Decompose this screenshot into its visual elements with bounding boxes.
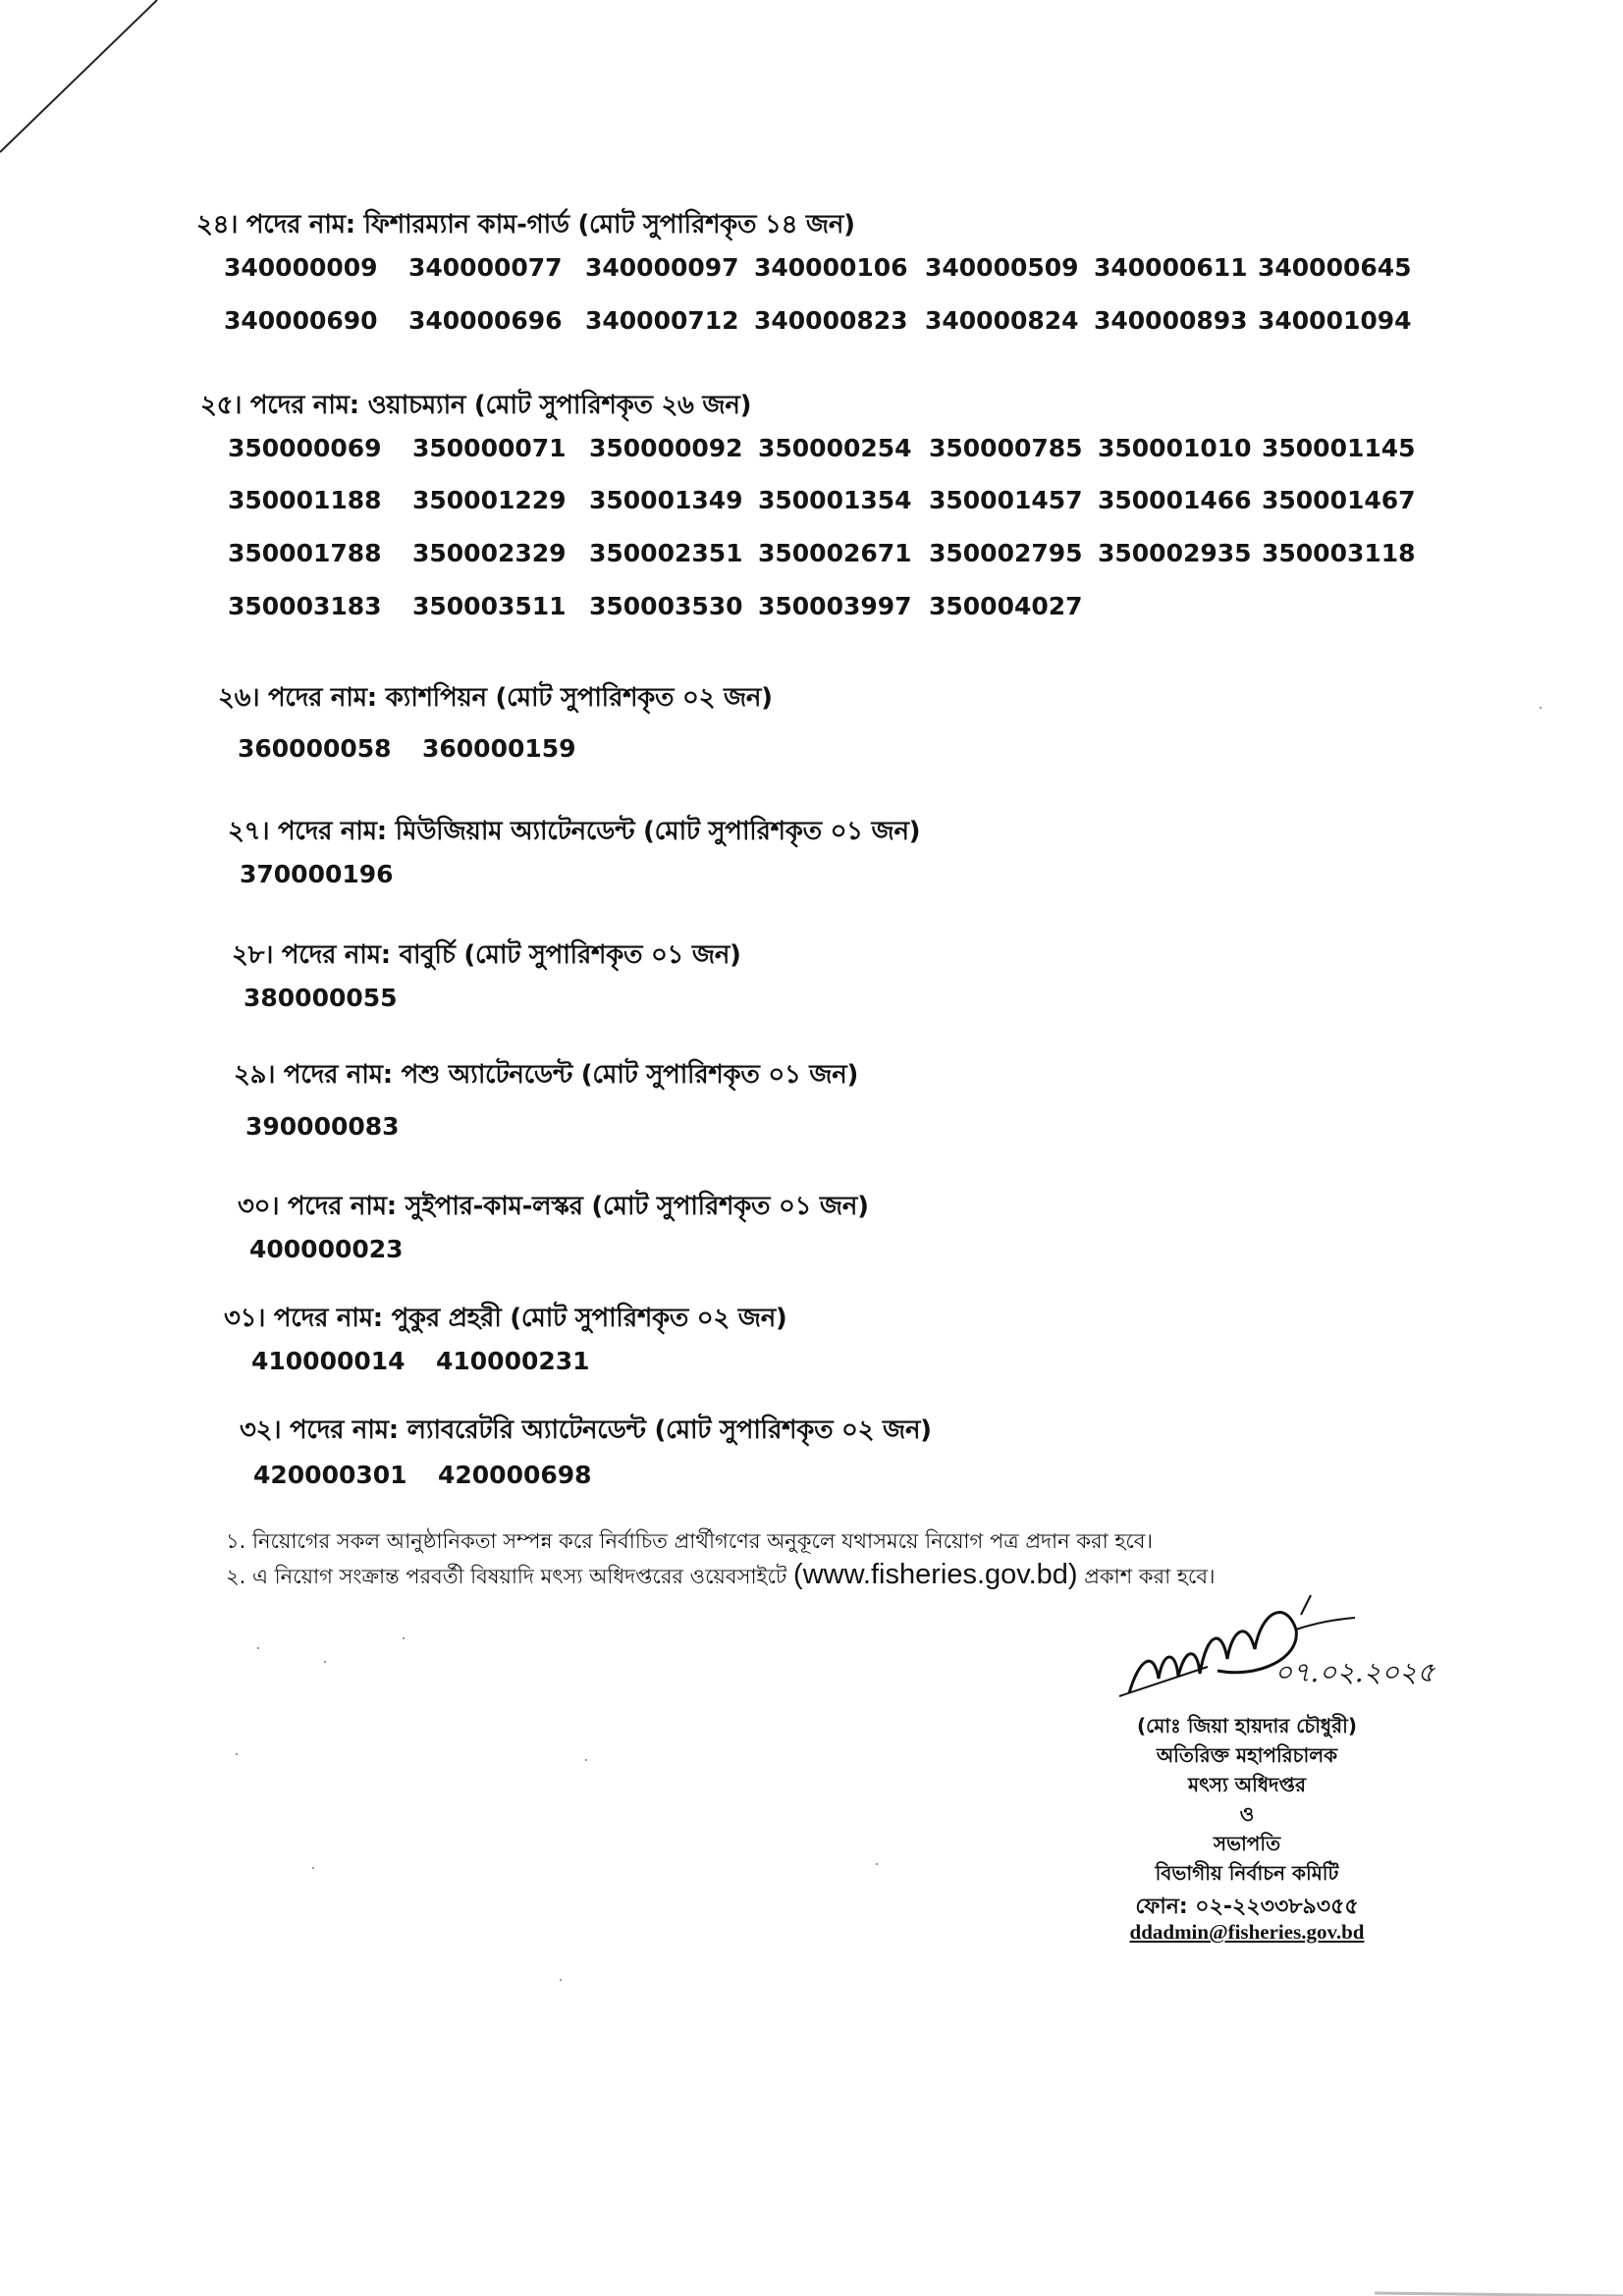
- roll-number: 410000014: [251, 1347, 406, 1375]
- roll-number: 400000023: [249, 1235, 404, 1263]
- scan-speck: [257, 1647, 259, 1649]
- roll-number: 350002935: [1098, 539, 1252, 567]
- roll-number: 350001349: [589, 486, 743, 514]
- post-title: ৩১। পদের নাম: পুকুর প্রহরী (মোট সুপারিশকৃত ০২ জন): [224, 1304, 787, 1333]
- roll-number: 340000823: [754, 306, 908, 335]
- roll-number: 350002795: [929, 539, 1083, 567]
- roll-number: 350001466: [1098, 486, 1252, 514]
- website-url: (www.fisheries.gov.bd): [793, 1559, 1078, 1590]
- roll-number: 420000698: [438, 1461, 592, 1489]
- roll-number: 350001010: [1098, 434, 1252, 462]
- signatory-office: মৎস্য অধিদপ্তর: [1188, 1773, 1306, 1796]
- post-title: ২৮। পদের নাম: বাবুর্চি (মোট সুপারিশকৃত ০১ জন): [232, 940, 741, 970]
- roll-number: 340000077: [408, 253, 563, 282]
- signatory-committee: বিভাগীয় নির্বাচন কমিটি: [1155, 1861, 1339, 1885]
- roll-number: 350004027: [929, 592, 1083, 620]
- scan-speck: [236, 1753, 238, 1755]
- note-1: ১. নিয়োগের সকল আনুষ্ঠানিকতা সম্পন্ন করে নির্বাচিত প্রার্থীগণের অনুকূলে যথাসময়ে নিয়োগ পত্র প্রদান করা হবে।: [226, 1529, 1154, 1553]
- roll-number: 420000301: [253, 1461, 407, 1489]
- note-2-suffix: প্রকাশ করা হবে।: [1084, 1565, 1216, 1588]
- roll-number: 340001094: [1258, 306, 1412, 335]
- roll-number: 360000159: [422, 734, 576, 763]
- post-title: ৩০। পদের নাম: সুইপার-কাম-লস্কর (মোট সুপারিশকৃত ০১ জন): [238, 1192, 869, 1221]
- roll-number: 350000254: [758, 434, 912, 462]
- note-2: [226, 1558, 1404, 1593]
- roll-number: 390000083: [245, 1112, 400, 1141]
- roll-number: 340000611: [1094, 253, 1248, 282]
- notes-block: [226, 1524, 1404, 1593]
- signatory-phone: ফোন: ০২-২২৩৩৮৯৩৫৫: [1135, 1895, 1359, 1919]
- roll-number: 340000824: [925, 306, 1079, 335]
- roll-number: 340000097: [585, 253, 739, 282]
- post-title: ৩২। পদের নাম: ল্যাবরেটরি অ্যাটেনডেন্ট (মোট সুপারিশকৃত ০২ জন): [240, 1415, 932, 1445]
- scan-speck: [876, 1863, 878, 1865]
- roll-number: 350000071: [412, 434, 567, 462]
- signatory-role: সভাপতি: [1213, 1832, 1281, 1855]
- roll-number: 350003530: [589, 592, 743, 620]
- roll-number: 350001229: [412, 486, 567, 514]
- roll-number: 350003118: [1262, 539, 1416, 567]
- roll-number: 350003183: [228, 592, 382, 620]
- signatory-designation: অতিরিক্ত মহাপরিচালক: [1156, 1743, 1338, 1767]
- signatory-and: ও: [1239, 1802, 1255, 1826]
- scan-speck: [585, 1759, 587, 1761]
- scan-speck: [403, 1637, 405, 1639]
- post-title: ২৪। পদের নাম: ফিশারম্যান কাম-গার্ড (মোট সুপারিশকৃত ১৪ জন): [196, 210, 855, 240]
- roll-number: 340000009: [224, 253, 378, 282]
- roll-number: 340000509: [925, 253, 1079, 282]
- roll-number: 350003511: [412, 592, 567, 620]
- roll-number: 340000712: [585, 306, 739, 335]
- roll-number: 350001145: [1262, 434, 1416, 462]
- scan-speck: [560, 1979, 562, 1981]
- roll-number: 370000196: [240, 860, 394, 888]
- roll-number: 350000785: [929, 434, 1083, 462]
- roll-number: 340000690: [224, 306, 378, 335]
- roll-number: 340000645: [1258, 253, 1412, 282]
- roll-number: 360000058: [238, 734, 392, 763]
- roll-number: 340000893: [1094, 306, 1248, 335]
- post-title: ২৫। পদের নাম: ওয়াচম্যান (মোট সুপারিশকৃত ২৬ জন): [200, 391, 752, 420]
- roll-number: 380000055: [243, 984, 398, 1012]
- signatory-name: (মোঃ জিয়া হায়দার চৌধুরী): [1136, 1714, 1357, 1737]
- roll-number: 350001354: [758, 486, 912, 514]
- scan-speck: [312, 1867, 314, 1869]
- post-title: ২৯। পদের নাম: পশু অ্যাটেনডেন্ট (মোট সুপারিশকৃত ০১ জন): [234, 1060, 859, 1090]
- note-2-text: ২. এ নিয়োগ সংক্রান্ত পরবর্তী বিষয়াদি মৎস্য অধিদপ্তরের ওয়েবসাইটে: [226, 1565, 787, 1588]
- roll-number: 350001457: [929, 486, 1083, 514]
- roll-number: 350000092: [589, 434, 743, 462]
- roll-number: 340000106: [754, 253, 908, 282]
- roll-number: 350002329: [412, 539, 567, 567]
- roll-number: 350002351: [589, 539, 743, 567]
- scan-speck: [1540, 707, 1542, 709]
- roll-number: 350001467: [1262, 486, 1416, 514]
- post-title: ২৬। পদের নাম: ক্যাশপিয়ন (মোট সুপারিশকৃত ০২ জন): [218, 683, 773, 713]
- roll-number: 350001788: [228, 539, 382, 567]
- roll-number: 350002671: [758, 539, 912, 567]
- scan-speck: [324, 1661, 326, 1663]
- roll-number: 410000231: [436, 1347, 590, 1375]
- signatory-email[interactable]: ddadmin@fisheries.gov.bd: [1129, 1920, 1365, 1944]
- roll-number: 350000069: [228, 434, 382, 462]
- roll-number: 340000696: [408, 306, 563, 335]
- roll-number: 350003997: [758, 592, 912, 620]
- roll-number: 350001188: [228, 486, 382, 514]
- post-title: ২৭। পদের নাম: মিউজিয়াম অ্যাটেনডেন্ট (মোট সুপারিশকৃত ০১ জন): [228, 817, 921, 846]
- signature-block: [1060, 1590, 1434, 1963]
- signature-date: ০৭.০২.২০২৫: [1274, 1656, 1435, 1688]
